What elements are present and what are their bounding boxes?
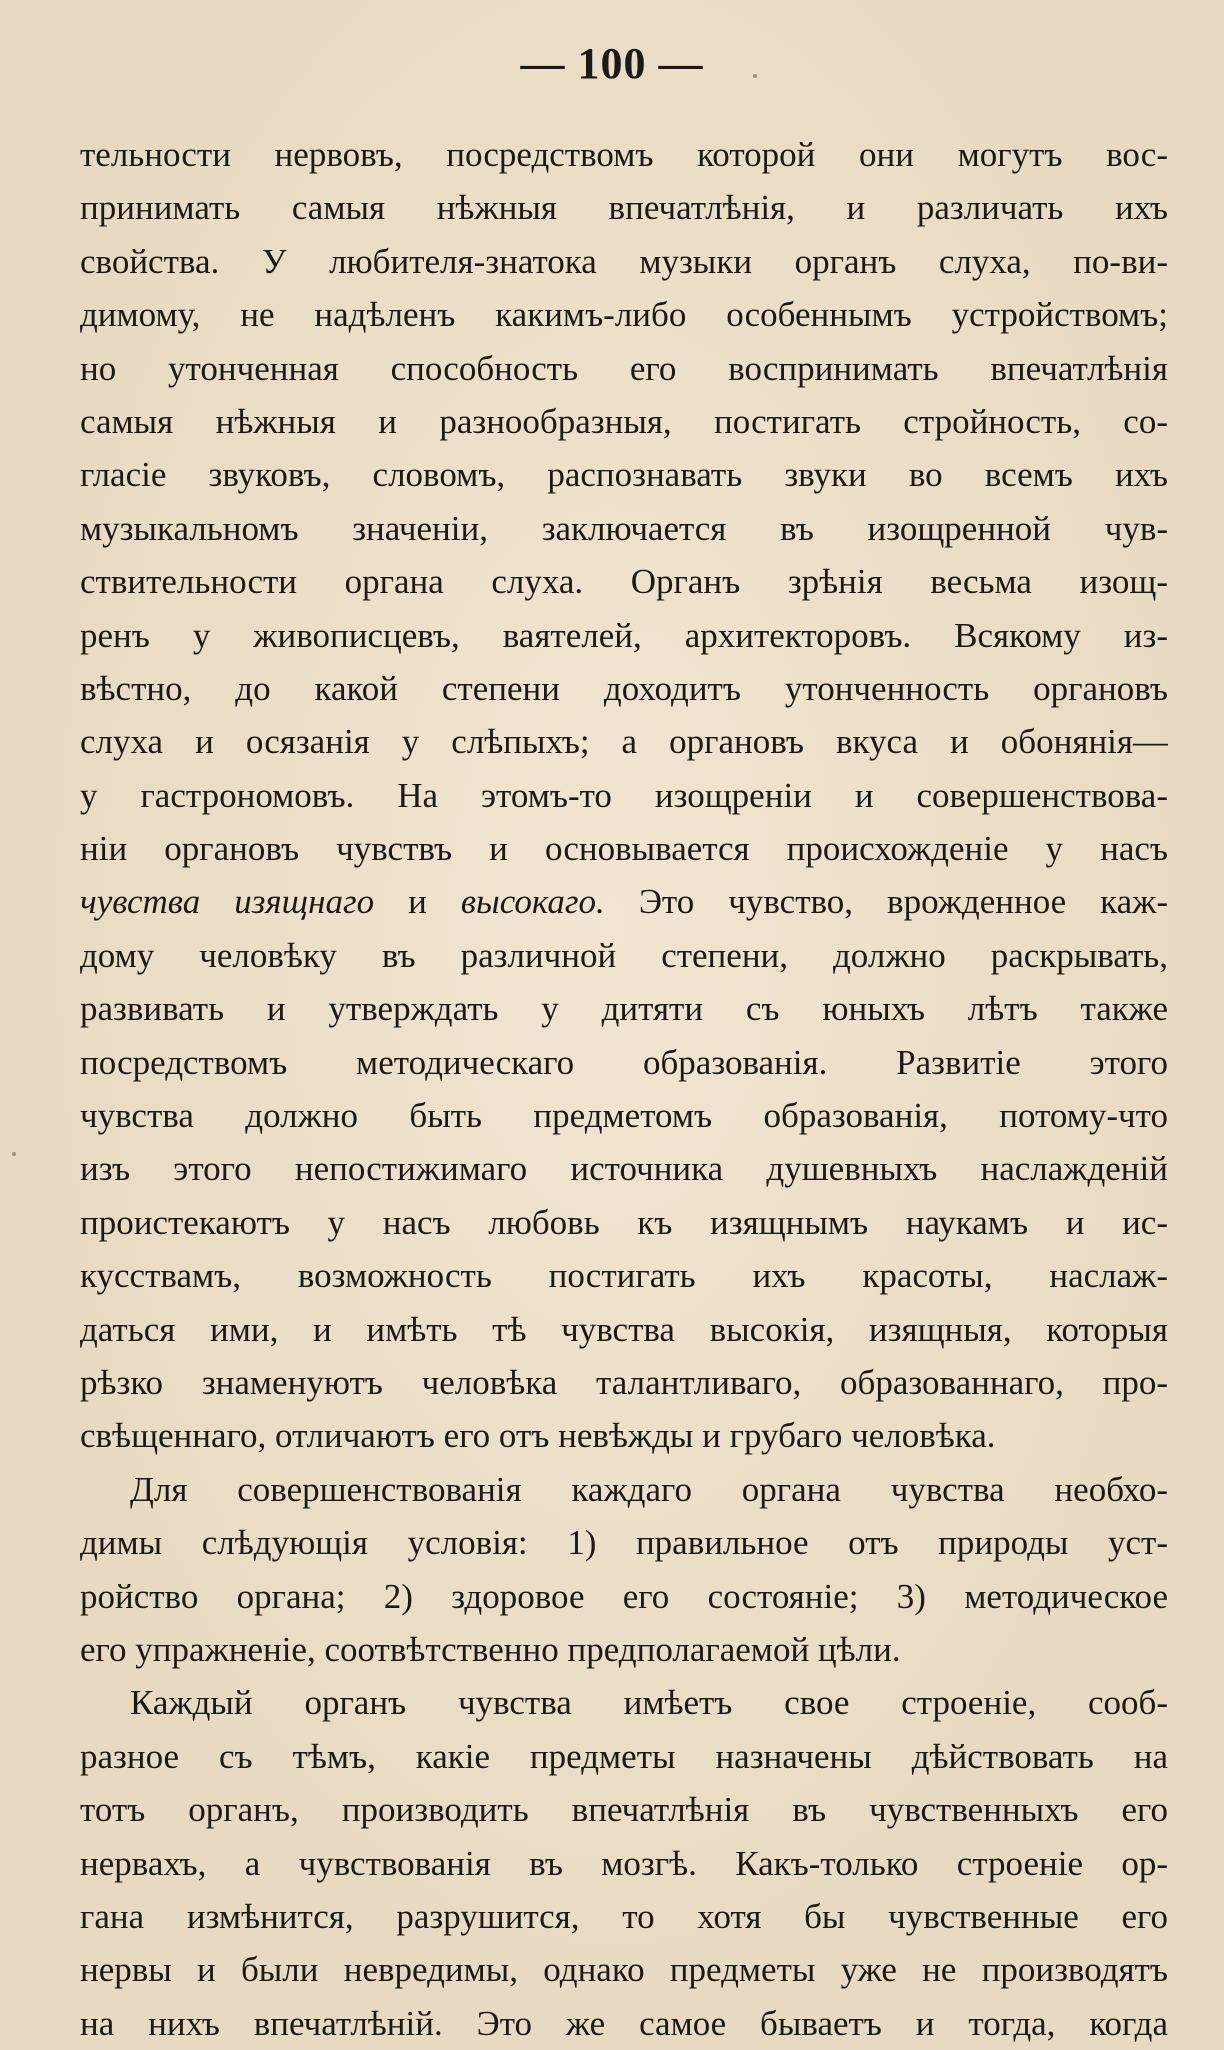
- text-line: на нихъ впечатлѣній. Это же самое бываетъ и тогда, когда: [80, 2003, 1168, 2043]
- text-line: ренъ у живописцевъ, ваятелей, архитекторовъ. Всякому из-: [80, 615, 1168, 655]
- text-line: вѣстно, до какой степени доходитъ утонченность органовъ: [80, 668, 1168, 708]
- text-line: тельности нервовъ, посредствомъ которой они могутъ вос-: [80, 135, 1168, 174]
- text-line: тотъ органъ, производить впечатлѣнія въ чувственныхъ его: [80, 1790, 1168, 1830]
- paper-speck: [12, 1152, 16, 1156]
- text-line: димы слѣдующія условія: 1) правильное отъ природы уст-: [80, 1523, 1168, 1563]
- text-line: нервы и были невредимы, однако предметы уже не производятъ: [80, 1950, 1168, 1990]
- text-line: но утонченная способность его воспринимать впечатлѣнія: [80, 348, 1168, 388]
- text-fragment: Это чувство, врожденное каж-: [604, 882, 1168, 922]
- text-line: рѣзко знаменуютъ человѣка талантливаго, образованнаго, про-: [80, 1362, 1168, 1402]
- text-line: нервахъ, а чувствованія въ мозгѣ. Какъ-только строеніе ор-: [80, 1843, 1168, 1883]
- text-line: дому человѣку въ различной степени, должно раскрывать,: [80, 935, 1168, 975]
- text-line: свойства. У любителя-знатока музыки органъ слуха, по-ви-: [80, 241, 1168, 281]
- text-line: ствительности органа слуха. Органъ зрѣнія весьма изощ-: [80, 562, 1168, 602]
- text-line: свѣщеннаго, отличаютъ его отъ невѣжды и грубаго человѣка.: [80, 1416, 996, 1456]
- text-fragment: и: [374, 882, 461, 922]
- text-line: димому, не надѣленъ какимъ-либо особеннымъ устройствомъ;: [80, 295, 1168, 335]
- italic-phrase: чувства изящнаго: [80, 882, 375, 922]
- text-line: разное съ тѣмъ, какіе предметы назначены дѣйствовать на: [80, 1736, 1168, 1776]
- body-text: [80, 128, 1168, 2050]
- text-line: изъ этого непостижимаго источника душевныхъ наслажденій: [80, 1149, 1168, 1189]
- text-line: музыкальномъ значеніи, заключается въ изощренной чув-: [80, 508, 1168, 548]
- text-line: Для совершенствованія каждаго органа чувства необхо-: [130, 1469, 1168, 1509]
- text-line: чувства должно быть предметомъ образованія, потому-что: [80, 1096, 1168, 1136]
- text-line-with-italics: [80, 875, 1168, 928]
- text-line: его упражненіе, соотвѣтственно предполагаемой цѣли.: [80, 1629, 901, 1669]
- text-line: развивать и утверждать у дитяти съ юныхъ лѣтъ также: [80, 989, 1168, 1029]
- text-line: у гастрономовъ. На этомъ-то изощреніи и совершенствова-: [80, 775, 1168, 815]
- text-line: принимать самыя нѣжныя впечатлѣнія, и различать ихъ: [80, 188, 1168, 228]
- page-number: — 100 —: [520, 39, 704, 88]
- text-line: проистекаютъ у насъ любовь къ изящнымъ наукамъ и ис-: [80, 1202, 1168, 1242]
- text-line: посредствомъ методическаго образованія. Развитіе этого: [80, 1042, 1168, 1082]
- text-line: гласіе звуковъ, словомъ, распознавать звуки во всемъ ихъ: [80, 455, 1168, 495]
- text-line: Каждый органъ чувства имѣетъ свое строеніе, сооб-: [130, 1683, 1168, 1723]
- text-line: даться ими, и имѣть тѣ чувства высокія, изящныя, которыя: [80, 1309, 1168, 1349]
- text-line: ройство органа; 2) здоровое его состояніе; 3) методическое: [80, 1576, 1168, 1616]
- italic-phrase: высокаго.: [460, 882, 605, 922]
- text-line: самыя нѣжныя и разнообразныя, постигать стройность, со-: [80, 401, 1168, 441]
- text-line: кусствамъ, возможность постигать ихъ красоты, наслаж-: [80, 1256, 1168, 1296]
- text-line: гана измѣнится, разрушится, то хотя бы чувственные его: [80, 1896, 1168, 1936]
- paper-speck: [753, 74, 757, 78]
- text-line: слуха и осязанія у слѣпыхъ; а органовъ вкуса и обонянія—: [80, 722, 1168, 762]
- text-line: ніи органовъ чувствъ и основывается происхожденіе у насъ: [80, 829, 1168, 869]
